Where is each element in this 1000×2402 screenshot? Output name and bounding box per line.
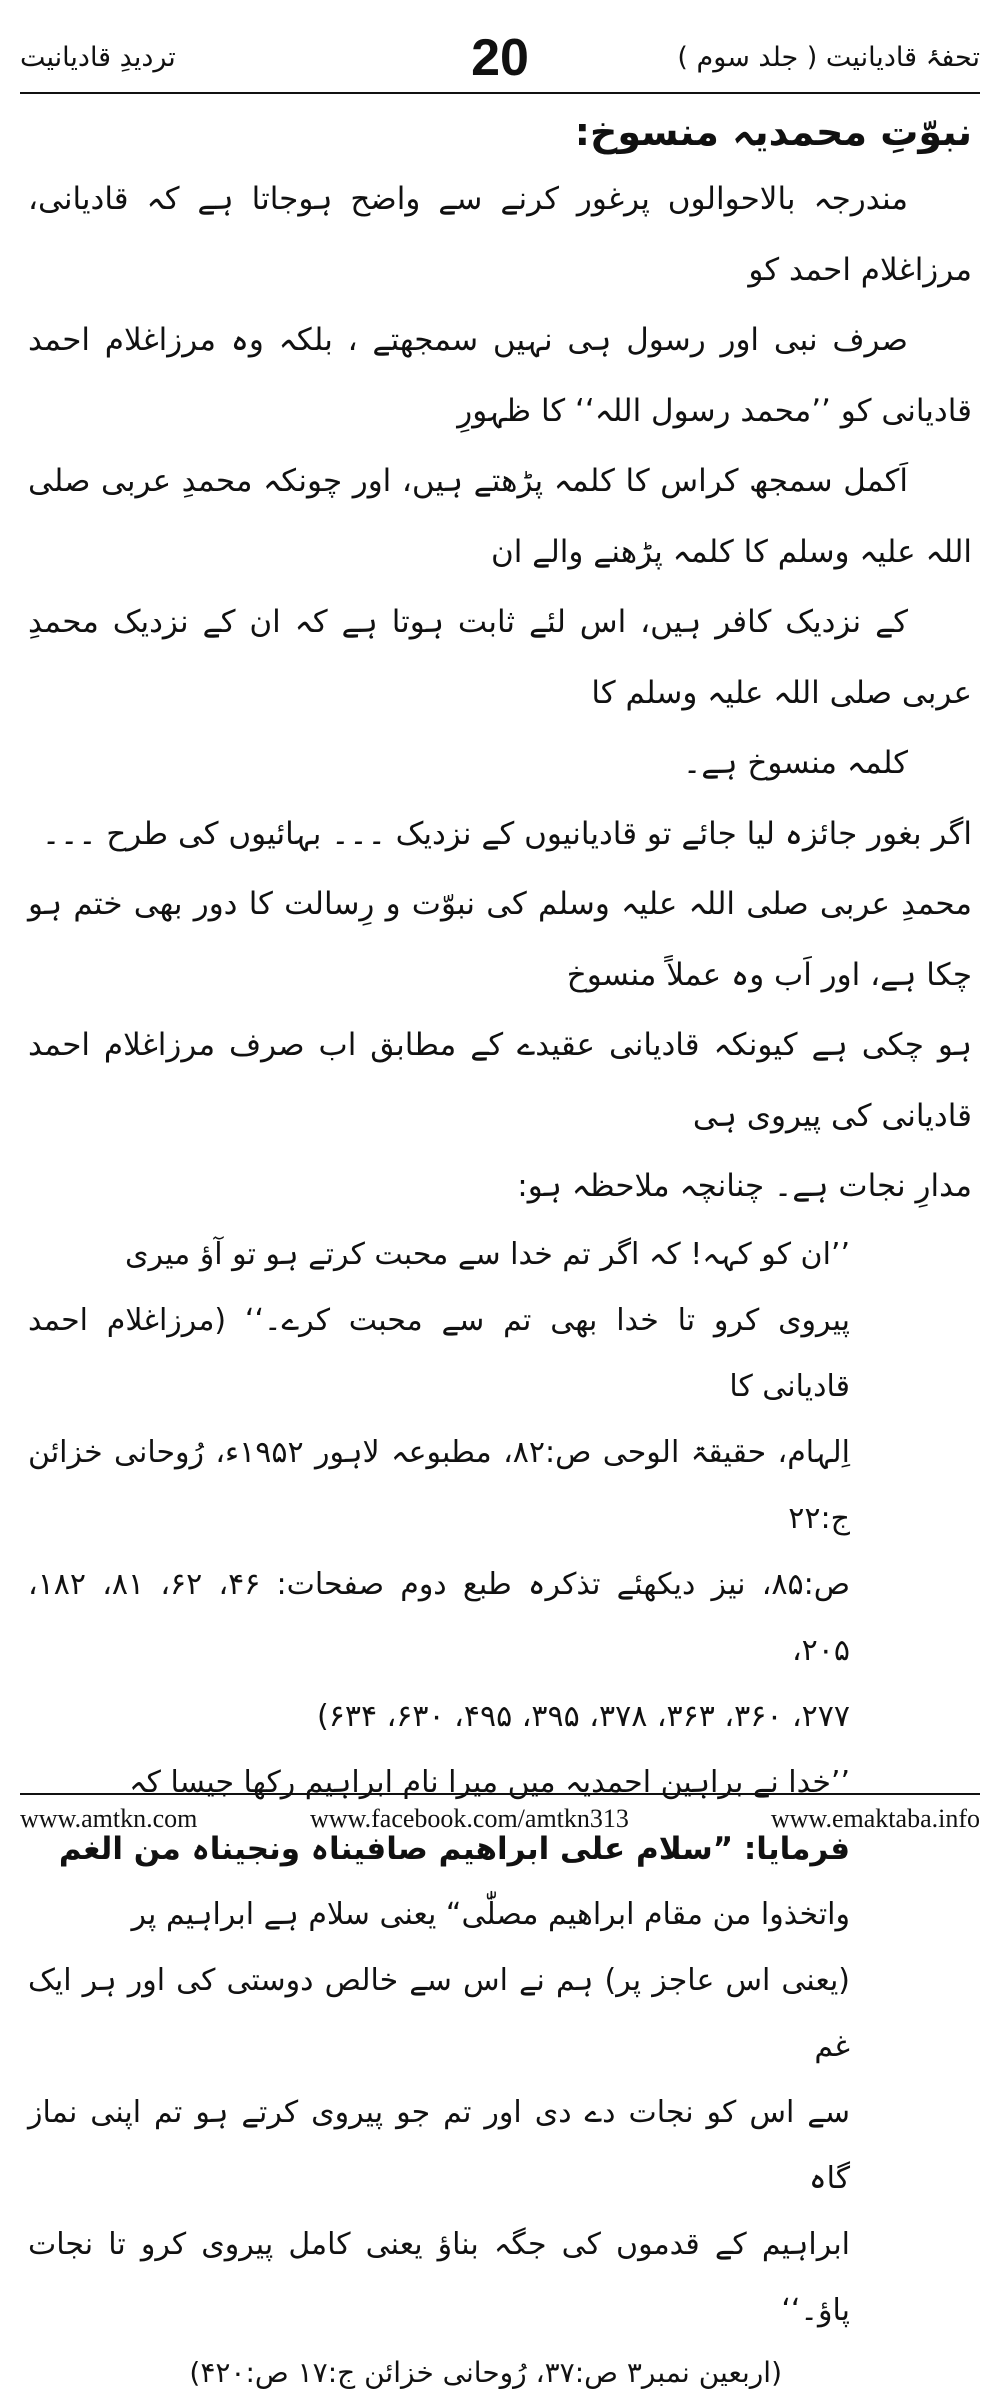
arabic-quote-line: فرمایا: ”سلام علی ابراھیم صافیناہ ونجیناہ من الغم	[58, 1830, 850, 1867]
section-heading: نبوّتِ محمدیہ منسوخ:	[574, 110, 972, 154]
footer-divider	[20, 1793, 980, 1795]
paragraph-line: محمدِ عربی صلی اللہ علیہ وسلم کی نبوّت و رِسالت کا دور بھی ختم ہو چکا ہے، اور اَب وہ عملاً منسوخ	[28, 886, 972, 993]
paragraph-line: مدارِ نجات ہے۔ چنانچہ ملاحظہ ہو:	[517, 1168, 972, 1204]
paragraph-line: کے نزدیک کافر ہیں، اس لئے ثابت ہوتا ہے کہ ان کے نزدیک محمدِ عربی صلی اللہ علیہ وسلم کا	[28, 604, 972, 711]
paragraph-line: کلمہ منسوخ ہے۔	[683, 745, 908, 781]
footer-link-facebook[interactable]: www.facebook.com/amtkn313	[310, 1804, 629, 1833]
quote-block-1	[28, 1222, 850, 1750]
paragraph-1	[28, 164, 972, 799]
citation: (اربعین نمبر۳ ص:۳۷، رُوحانی خزائن ج:۱۷ ص:۴۲۰)	[189, 2355, 782, 2389]
quote-line: واتخذوا من مقام ابراھیم مصلّٰی“ یعنی سلام ہے ابراہیم پر	[131, 1896, 850, 1932]
header-divider	[20, 92, 980, 94]
page-footer	[20, 1800, 980, 1840]
paragraph-line: مندرجہ بالاحوالوں پرغور کرنے سے واضح ہوجاتا ہے کہ قادیانی، مرزاغلام احمد کو	[28, 181, 972, 288]
quote-line: اِلہام، حقیقۃ الوحی ص:۸۲، مطبوعہ لاہور ۱۹۵۲ء، رُوحانی خزائن ج:۲۲	[28, 1434, 850, 1536]
paragraph-line: اگر بغور جائزہ لیا جائے تو قادیانیوں کے نزدیک ۔۔۔ بہائیوں کی طرح ۔۔۔	[41, 815, 972, 852]
footer-link-emaktaba[interactable]: www.emaktaba.info	[770, 1804, 980, 1833]
quote-line: ۲۷۷، ۳۶۰، ۳۶۳، ۳۷۸، ۳۹۵، ۴۹۵، ۶۳۰، ۶۳۴)	[317, 1698, 850, 1734]
section-title: تردیدِ قادیانیت	[20, 42, 176, 73]
quote-line: ’’ان کو کہہ! کہ اگر تم خدا سے محبت کرتے ہو تو آؤ میری	[125, 1236, 850, 1272]
footer-link-amtkn[interactable]: www.amtkn.com	[20, 1804, 198, 1833]
quote-line: پیروی کرو تا خدا بھی تم سے محبت کرے۔‘‘ (مرزاغلام احمد قادیانی کا	[28, 1302, 850, 1404]
paragraph-line: ہو چکی ہے کیونکہ قادیانی عقیدے کے مطابق اب صرف مرزاغلام احمد قادیانی کی پیروی ہی	[28, 1027, 972, 1134]
quote-line: (یعنی اس عاجز پر) ہم نے اس سے خالص دوستی کی اور ہر ایک غم	[28, 1962, 850, 2064]
paragraph-line: اَکمل سمجھ کراس کا کلمہ پڑھتے ہیں، اور چونکہ محمدِ عربی صلی اللہ علیہ وسلم کا کلمہ پڑھنے والے ان	[28, 463, 972, 570]
page-body	[28, 100, 972, 2402]
quote-line: ’’خدا نے براہین احمدیہ میں میرا نام ابراہیم رکھا جیسا کہ	[129, 1764, 850, 1800]
paragraph-2	[28, 799, 972, 1222]
quote-line: ابراہیم کے قدموں کی جگہ بناؤ یعنی کامل پیروی کرو تا نجات پاؤ۔‘‘	[28, 2226, 850, 2328]
page-number: 20	[471, 29, 529, 87]
book-title: تحفۂ قادیانیت ( جلد سوم )	[677, 42, 980, 73]
quote-line: ص:۸۵، نیز دیکھئے تذکرہ طبع دوم صفحات: ۴۶، ۶۲، ۸۱، ۱۸۲، ۲۰۵،	[28, 1566, 851, 1668]
quote-line: سے اس کو نجات دے دی اور تم جو پیروی کرتے ہو تم اپنی نماز گاہ	[28, 2094, 850, 2196]
paragraph-line: صرف نبی اور رسول ہی نہیں سمجھتے ، بلکہ وہ مرزاغلام احمد قادیانی کو ’’محمد رسول اللہ‘‘ کا ظہورِ	[28, 322, 972, 429]
page-header	[20, 28, 980, 88]
